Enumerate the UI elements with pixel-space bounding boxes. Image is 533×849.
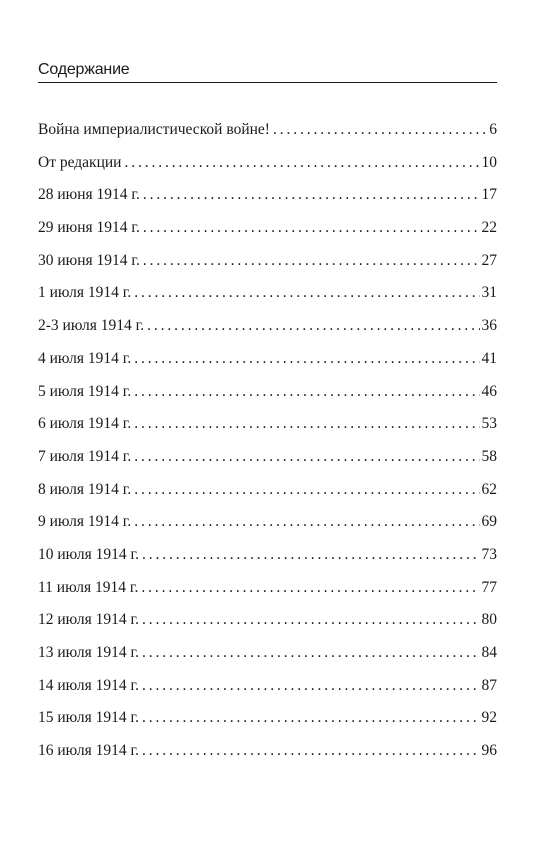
- toc-entry[interactable]: [38, 506, 497, 539]
- dot-leader: [124, 147, 479, 180]
- toc-entry-page-number: 53: [481, 415, 497, 433]
- toc-entry-title: 8 июля 1914 г.: [38, 480, 132, 498]
- toc-entry[interactable]: [38, 539, 497, 572]
- dot-leader: [142, 735, 480, 768]
- toc-entry-page-number: 77: [481, 578, 497, 596]
- dot-leader: [143, 179, 480, 212]
- toc-entry-title: 13 июля 1914 г.: [38, 644, 139, 661]
- toc-entry-page-number: 17: [481, 186, 497, 204]
- toc-entry[interactable]: [38, 277, 497, 310]
- toc-entry-title: 12 июля 1914 г.: [38, 611, 139, 629]
- toc-entry-title: 16 июля 1914 г.: [38, 742, 139, 760]
- toc-entry-title: 29 июня 1914 г.: [38, 219, 140, 237]
- toc-entry-title: 11 июля 1914 г.: [38, 578, 139, 596]
- toc-entry-page-number: 80: [481, 611, 497, 629]
- toc-entry-page-number: 58: [481, 447, 497, 465]
- toc-entry[interactable]: [38, 441, 497, 474]
- toc-entry-page-number: 6: [489, 121, 497, 138]
- toc-entry[interactable]: [38, 474, 497, 507]
- toc-entry-title: 2-3 июля 1914 г.: [38, 317, 145, 335]
- toc-entry-title: 14 июля 1914 г.: [38, 676, 139, 694]
- dot-leader: [143, 212, 480, 245]
- table-of-contents: [38, 114, 497, 768]
- toc-entry[interactable]: [38, 310, 497, 343]
- dot-leader: [134, 376, 479, 409]
- dot-leader: [134, 343, 479, 376]
- toc-entry-title: 6 июля 1914 г.: [38, 415, 132, 433]
- document-page: [38, 0, 497, 849]
- toc-entry-title: 1 июля 1914 г.: [38, 284, 132, 302]
- toc-entry-page-number: 92: [481, 709, 497, 727]
- toc-entry-page-number: 87: [481, 676, 497, 694]
- dot-leader: [142, 670, 480, 703]
- toc-entry-title: 4 июля 1914 г.: [38, 349, 132, 367]
- toc-entry[interactable]: [38, 408, 497, 441]
- toc-entry-title: 7 июля 1914 г.: [38, 447, 132, 465]
- toc-entry-title: 5 июля 1914 г.: [38, 382, 132, 400]
- toc-entry-page-number: 27: [481, 251, 497, 269]
- dot-leader: [141, 572, 479, 605]
- toc-entry-title: 15 июля 1914 г.: [38, 709, 139, 727]
- toc-entry-page-number: 46: [481, 382, 497, 400]
- toc-entry[interactable]: [38, 179, 497, 212]
- toc-entry[interactable]: [38, 147, 497, 180]
- toc-entry-title: 30 июня 1914 г.: [38, 251, 140, 269]
- toc-entry-title: Война империалистической войне!: [38, 121, 270, 138]
- toc-entry[interactable]: [38, 376, 497, 409]
- section-header: [38, 60, 497, 83]
- toc-entry-title: 28 июня 1914 г.: [38, 186, 140, 204]
- toc-entry-title: От редакции: [38, 153, 122, 171]
- dot-leader: [134, 277, 479, 310]
- toc-entry-page-number: 41: [481, 349, 497, 367]
- toc-entry[interactable]: [38, 702, 497, 735]
- toc-entry-page-number: 73: [481, 545, 497, 563]
- toc-entry-page-number: 84: [481, 644, 497, 661]
- dot-leader: [134, 506, 479, 539]
- dot-leader: [147, 310, 479, 343]
- toc-entry-page-number: 96: [481, 742, 497, 760]
- page-title: Содержание: [38, 61, 130, 78]
- dot-leader: [134, 408, 479, 441]
- toc-entry-title: 9 июля 1914 г.: [38, 513, 132, 531]
- toc-entry-page-number: 31: [481, 284, 497, 302]
- toc-entry[interactable]: [38, 604, 497, 637]
- toc-entry[interactable]: [38, 343, 497, 376]
- toc-entry-page-number: 36: [481, 317, 497, 335]
- toc-entry-page-number: 69: [481, 513, 497, 531]
- toc-entry[interactable]: [38, 245, 497, 278]
- toc-entry-page-number: 10: [481, 153, 497, 171]
- toc-entry-page-number: 62: [481, 480, 497, 498]
- dot-leader: [134, 441, 479, 474]
- dot-leader: [142, 702, 480, 735]
- toc-entry[interactable]: [38, 670, 497, 703]
- dot-leader: [142, 637, 480, 670]
- toc-entry[interactable]: [38, 572, 497, 605]
- toc-entry-page-number: 22: [481, 219, 497, 237]
- dot-leader: [134, 474, 479, 507]
- toc-entry-title: 10 июля 1914 г.: [38, 545, 139, 563]
- toc-entry[interactable]: [38, 114, 497, 147]
- dot-leader: [142, 604, 480, 637]
- dot-leader: [143, 245, 480, 278]
- toc-entry[interactable]: [38, 212, 497, 245]
- toc-entry[interactable]: [38, 637, 497, 670]
- toc-entry[interactable]: [38, 735, 497, 768]
- dot-leader: [273, 114, 487, 147]
- dot-leader: [142, 539, 480, 572]
